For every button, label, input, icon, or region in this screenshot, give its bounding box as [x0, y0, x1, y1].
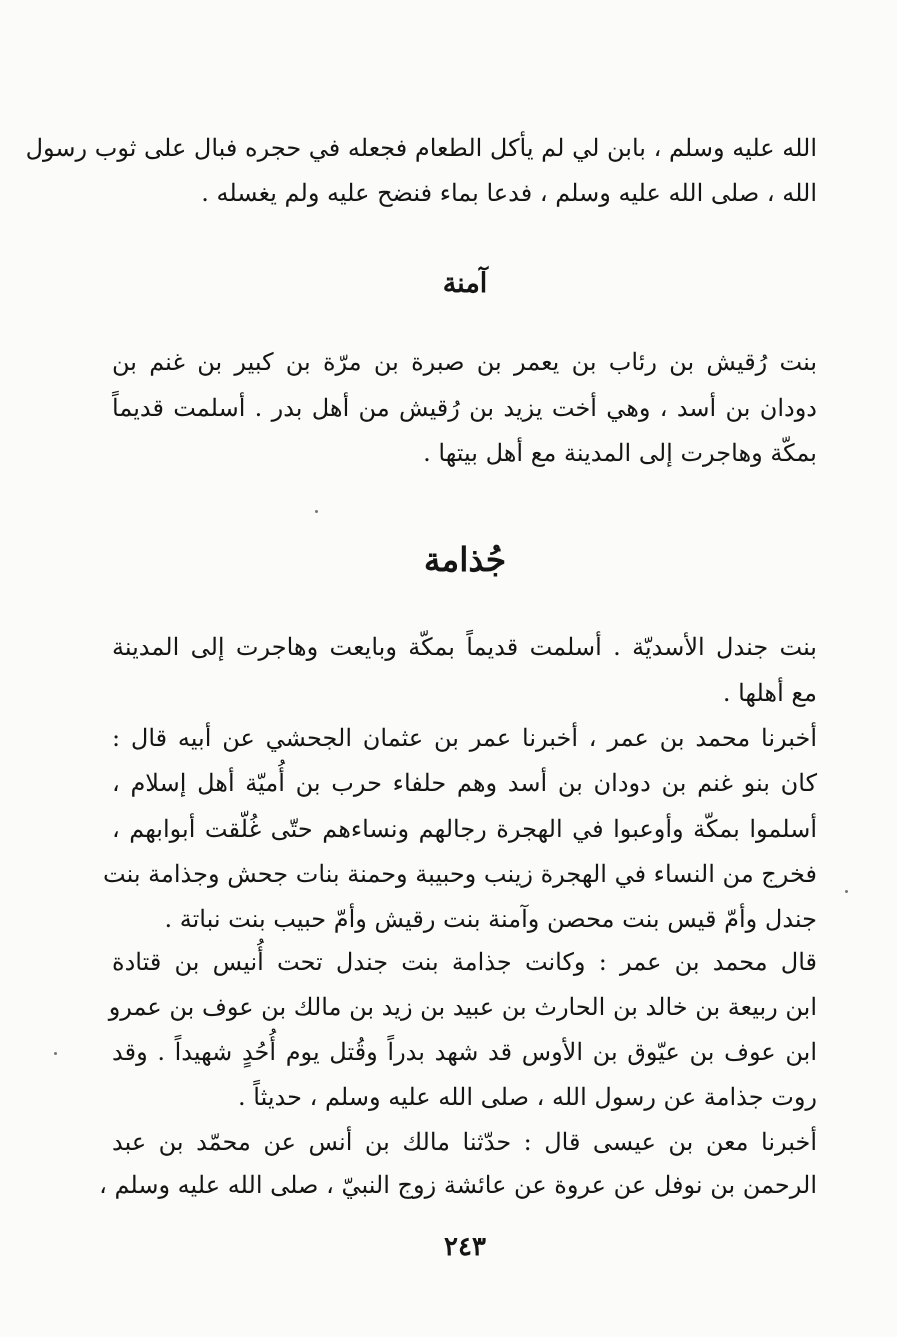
text-line: بنت جندل الأسديّة . أسلمت قديماً بمكّة وبايعت وهاجرت إلى المدينة: [112, 633, 817, 661]
text-line: جندل وأمّ قيس بنت محصن وآمنة بنت رقيش وأمّ حبيب بنت نباتة .: [164, 905, 817, 933]
text-line: قال محمد بن عمر : وكانت جذامة بنت جندل تحت أُنيس بن قتادة: [112, 948, 817, 976]
page-number: ٢٤٣: [444, 1232, 486, 1262]
text-line: أخبرنا معن بن عيسى قال : حدّثنا مالك بن أنس عن محمّد بن عبد: [112, 1128, 817, 1156]
text-line: الله عليه وسلم ، بابن لي لم يأكل الطعام فجعله في حجره فبال على ثوب رسول: [25, 134, 817, 162]
text-line: بنت رُقيش بن رئاب بن يعمر بن صبرة بن مرّة بن كبير بن غنم بن: [112, 348, 817, 376]
text-line: ابن عوف بن عيّوق بن الأوس قد شهد بدراً وقُتل يوم أُحُدٍ شهيداً . وقد: [112, 1038, 817, 1066]
scan-speck: [54, 1052, 57, 1055]
section-heading-amina: آمنة: [442, 268, 488, 299]
text-line: أسلموا بمكّة وأوعبوا في الهجرة رجالهم ونساءهم حتّى غُلّقت أبوابهم ،: [112, 815, 817, 843]
text-line: الرحمن بن نوفل عن عروة عن عائشة زوج النبيّ ، صلى الله عليه وسلم ،: [99, 1171, 817, 1199]
scan-speck: [315, 510, 318, 513]
section-heading-judhama: جُذامة: [423, 540, 507, 579]
text-line: مع أهلها .: [722, 679, 817, 707]
text-line: الله ، صلى الله عليه وسلم ، فدعا بماء فنضح عليه ولم يغسله .: [201, 179, 817, 207]
text-line: كان بنو غنم بن دودان بن أسد وهم حلفاء حرب بن أُميّة أهل إسلام ،: [112, 769, 817, 797]
text-line: أخبرنا محمد بن عمر ، أخبرنا عمر بن عثمان الجحشي عن أبيه قال :: [112, 724, 817, 752]
scan-speck: [845, 890, 848, 893]
text-line: دودان بن أسد ، وهي أخت يزيد بن رُقيش من أهل بدر . أسلمت قديماً: [112, 394, 817, 422]
text-line: بمكّة وهاجرت إلى المدينة مع أهل بيتها .: [423, 439, 817, 467]
text-line: روت جذامة عن رسول الله ، صلى الله عليه وسلم ، حديثاً .: [238, 1083, 817, 1111]
text-line: ابن ربيعة بن خالد بن الحارث بن عبيد بن زيد بن مالك بن عوف بن عمرو: [108, 993, 817, 1021]
text-line: فخرج من النساء في الهجرة زينب وحبيبة وحمنة بنات جحش وجذامة بنت: [103, 860, 817, 888]
